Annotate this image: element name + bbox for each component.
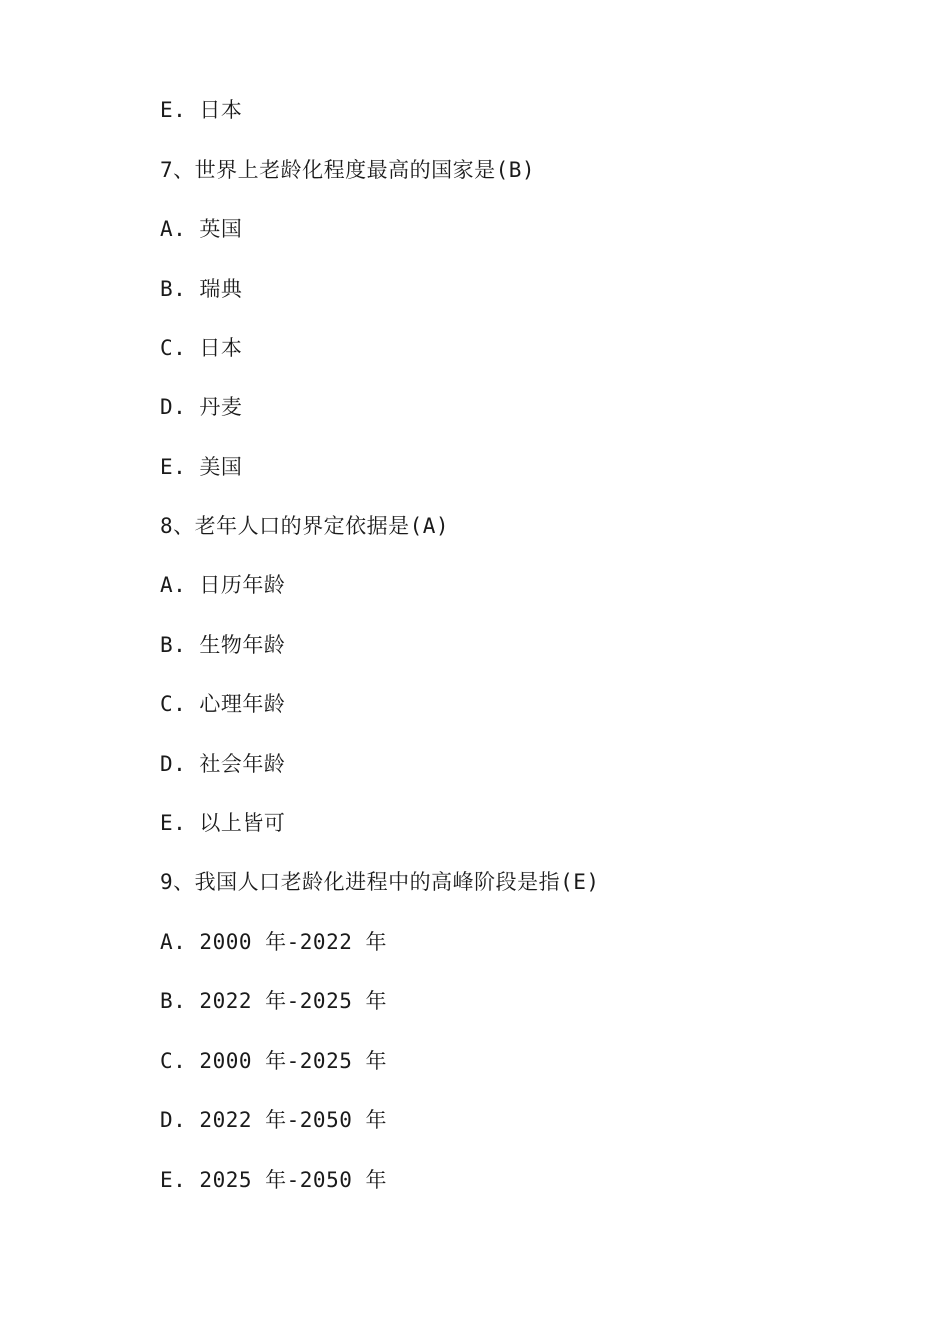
option-b-q8: B. 生物年龄 (160, 633, 286, 657)
option-b-q9: B. 2022 年-2025 年 (160, 989, 388, 1013)
option-c-q8: C. 心理年龄 (160, 692, 286, 716)
option-a-q8: A. 日历年龄 (160, 573, 286, 597)
option-e-q7: E. 美国 (160, 455, 243, 479)
question-8: 8、老年人口的界定依据是(A) (160, 514, 450, 538)
option-d-q8: D. 社会年龄 (160, 752, 286, 776)
option-d-q9: D. 2022 年-2050 年 (160, 1108, 388, 1132)
option-b-q7: B. 瑞典 (160, 277, 243, 301)
option-d-q7: D. 丹麦 (160, 395, 243, 419)
option-a-q9: A. 2000 年-2022 年 (160, 930, 388, 954)
option-c-q7: C. 日本 (160, 336, 243, 360)
question-9: 9、我国人口老龄化进程中的高峰阶段是指(E) (160, 870, 600, 894)
option-e-q9: E. 2025 年-2050 年 (160, 1168, 388, 1192)
option-c-q9: C. 2000 年-2025 年 (160, 1049, 388, 1073)
option-a-q7: A. 英国 (160, 217, 243, 241)
option-e-q6: E. 日本 (160, 98, 243, 122)
option-e-q8: E. 以上皆可 (160, 811, 286, 835)
question-7: 7、世界上老龄化程度最高的国家是(B) (160, 158, 536, 182)
